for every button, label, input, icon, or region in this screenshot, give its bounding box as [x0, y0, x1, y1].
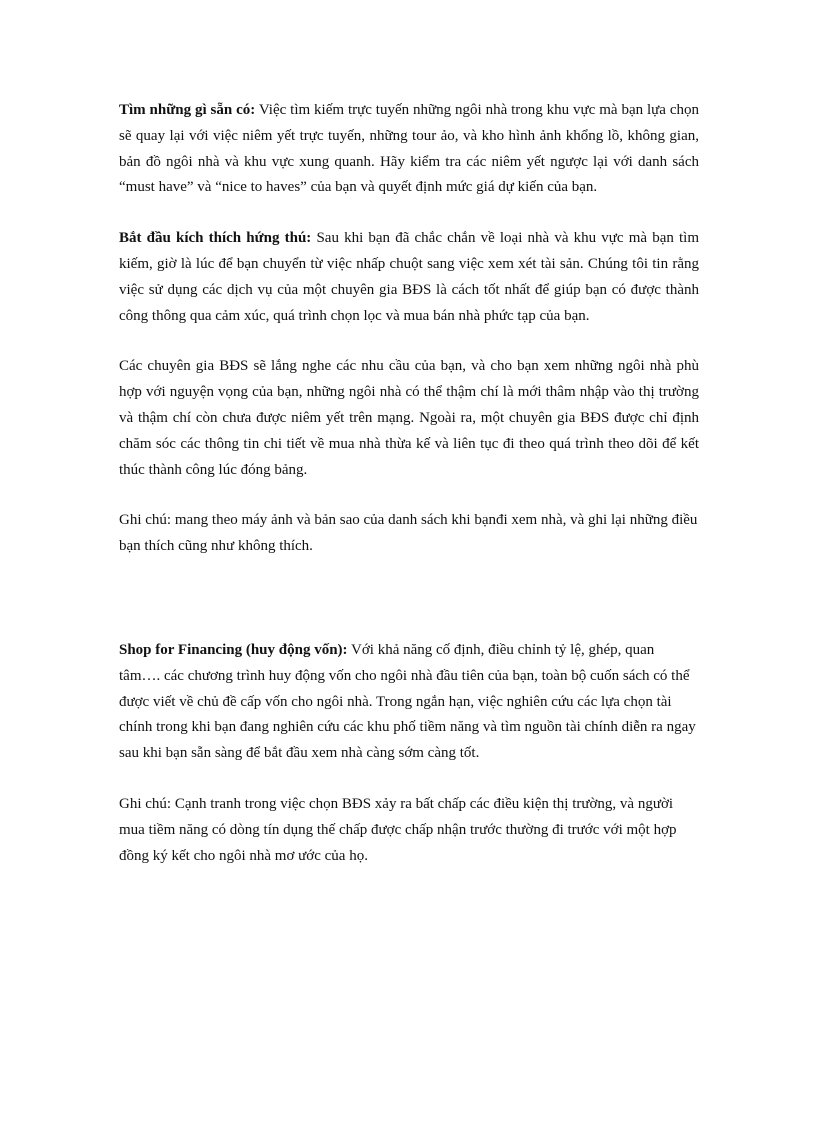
paragraph-text: Ghi chú: mang theo máy ảnh và bản sao của danh sách khi bạnđi xem nhà, và ghi lại những điều bạn thích cũng như không thích. — [119, 512, 698, 555]
paragraph-start-interest — [119, 226, 699, 329]
paragraph-text: Sau khi bạn đã chắc chắn về loại nhà và khu vực mà bạn tìm kiếm, giờ là lúc để bạn chuyển từ việc nhấp chuột sang việc xem xét tài sản. Chúng tôi tin rằng việc sử dụng các dịch vụ của một chuyên gia BĐS là cách tốt nhất để giúp bạn có được thành công thông qua cảm xúc, quá trình chọn lọc và mua bán nhà phức tạp của bạn. — [119, 230, 699, 324]
paragraph-text: Ghi chú: Cạnh tranh trong việc chọn BĐS xảy ra bất chấp các điều kiện thị trường, và người mua tiềm năng có dòng tín dụng thế chấp được chấp nhận trước thường đi trước với một hợp đồng ký kết cho ngôi nhà mơ ước của họ. — [119, 795, 677, 864]
paragraph-text: Các chuyên gia BĐS sẽ lắng nghe các nhu cầu của bạn, và cho bạn xem những ngôi nhà phù hợp với nguyện vọng của bạn, những ngôi nhà có thể thậm chí là mới thâm nhập vào thị trường và thậm chí còn chưa được niêm yết trên mạng. Ngoài ra, một chuyên gia BĐS được chỉ định chăm sóc các thông tin chi tiết về mua nhà thừa kế và liên tục đi theo quá trình theo dõi để kết thúc thành công lúc đóng bảng. — [119, 358, 699, 478]
paragraph-text: Với khả năng cố định, điều chỉnh tỷ lệ, ghép, quan tâm…. các chương trình huy động vốn cho ngôi nhà đầu tiên của bạn, toàn bộ cuốn sách có thể được viết về chủ đề cấp vốn cho ngôi nhà. Trong ngắn hạn, việc nghiên cứu các lựa chọn tài chính trong khi bạn đang nghiên cứu các khu phố tiềm năng và tìm nguồn tài chính diễn ra ngay sau khi bạn sẵn sàng để bắt đầu xem nhà càng sớm càng tốt. — [119, 641, 696, 762]
section-spacer — [119, 585, 699, 638]
paragraph-heading: Shop for Financing (huy động vốn): — [119, 641, 348, 658]
paragraph-heading: Bắt đầu kích thích hứng thú: — [119, 230, 312, 247]
paragraph-heading: Tìm những gì sẵn có: — [119, 102, 256, 118]
paragraph-shop-financing — [119, 638, 699, 767]
paragraph-agents — [119, 354, 699, 483]
paragraph-find-available — [119, 98, 699, 201]
paragraph-text: Việc tìm kiếm trực tuyến những ngôi nhà trong khu vực mà bạn lựa chọn sẽ quay lại với việc niêm yết trực tuyến, những tour ảo, và kho hình ảnh khổng lồ, không gian, bản đồ ngôi nhà và khu vực xung quanh. Hãy kiểm tra các niêm yết ngược lại với danh sách “must have” và “nice to haves” của bạn và quyết định mức giá dự kiến của bạn. — [119, 102, 699, 196]
document-page — [119, 98, 699, 894]
paragraph-note-camera — [119, 508, 699, 560]
paragraph-note-competition — [119, 792, 699, 869]
